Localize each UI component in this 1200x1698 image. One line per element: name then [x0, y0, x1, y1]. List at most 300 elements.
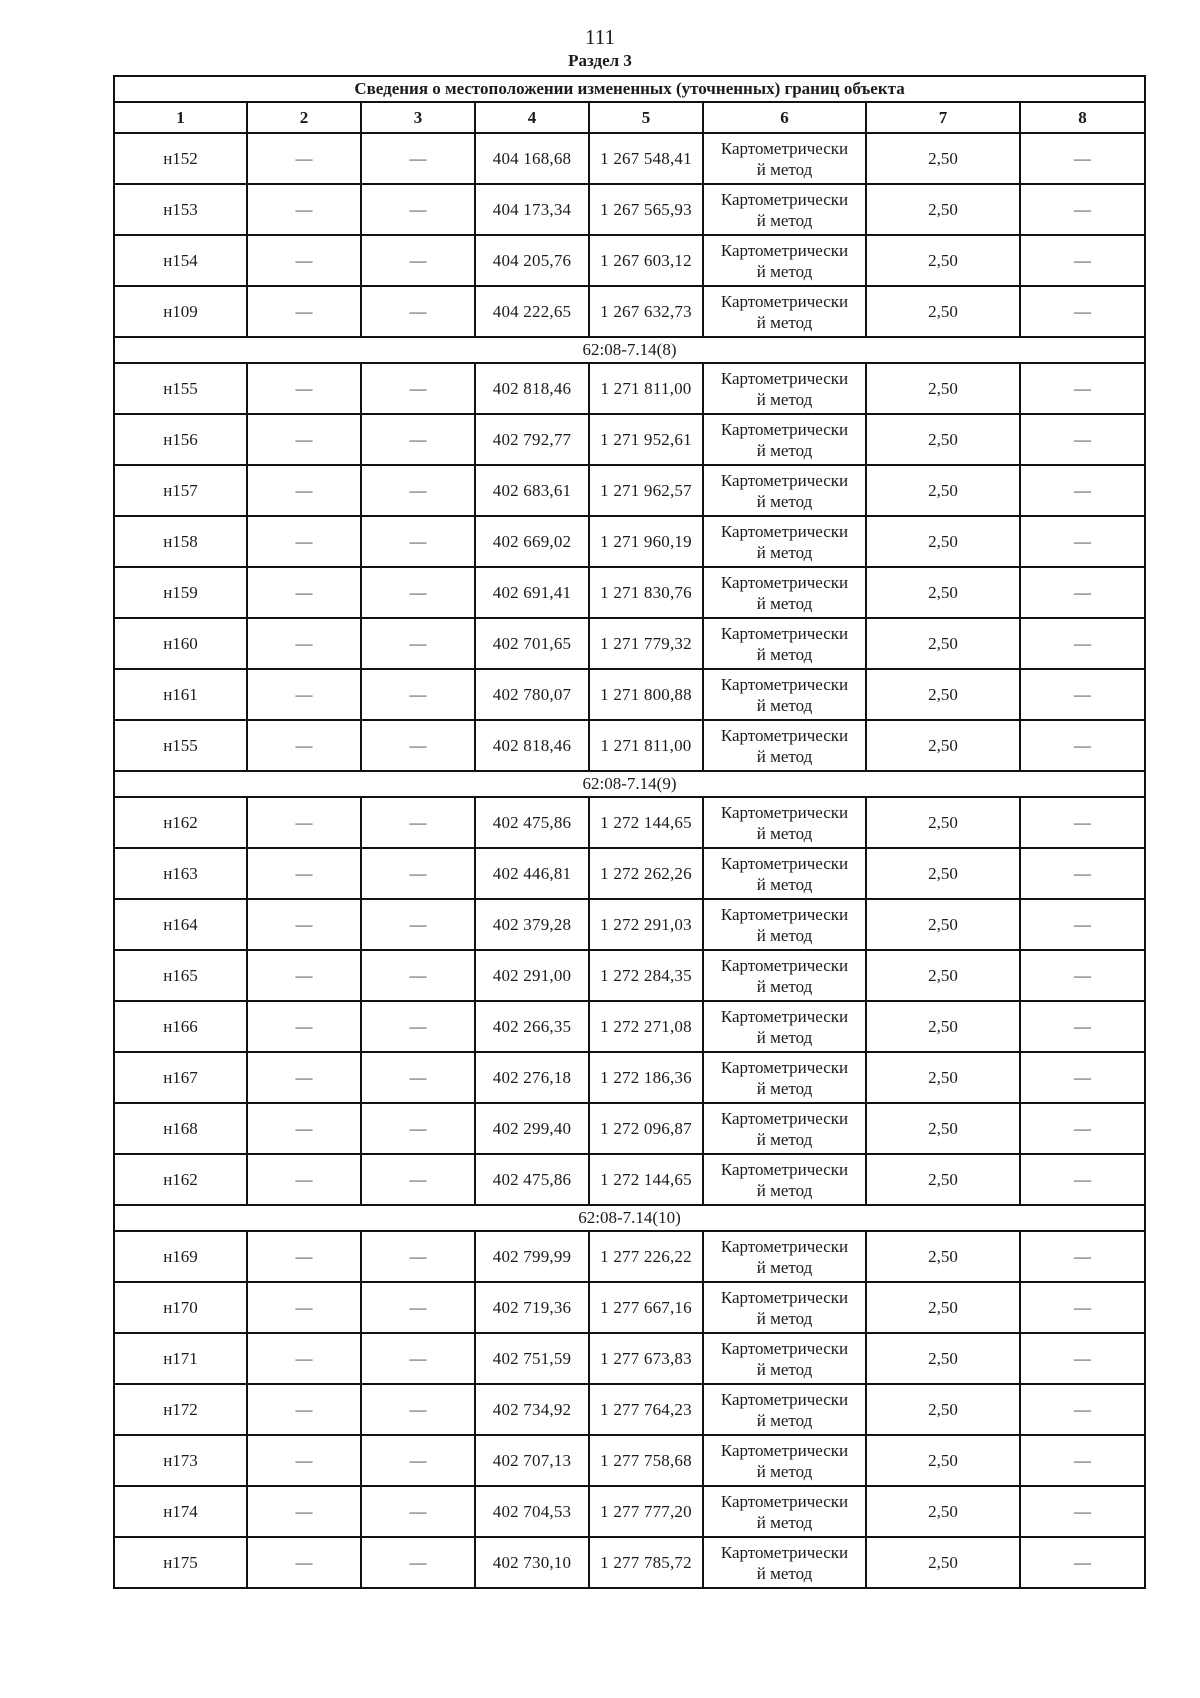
table-row — [114, 1001, 1145, 1052]
method-line-1: Картометрически — [720, 470, 849, 490]
cell-x: 402 475,86 — [475, 1154, 589, 1205]
cell-dash: — — [247, 1231, 361, 1282]
cell-y: 1 271 800,88 — [589, 669, 703, 720]
cell-dash: — — [361, 133, 475, 184]
method-line-2: й метод — [756, 823, 813, 843]
cell-dash: — — [361, 1231, 475, 1282]
cell-precision: 2,50 — [866, 1001, 1020, 1052]
cell-y: 1 271 952,61 — [589, 414, 703, 465]
method-line-1: Картометрически — [720, 572, 849, 592]
cell-y: 1 272 284,35 — [589, 950, 703, 1001]
method-line-2: й метод — [756, 440, 813, 460]
cell-point-name: н163 — [114, 848, 247, 899]
cell-precision: 2,50 — [866, 1231, 1020, 1282]
boundaries-table — [113, 75, 1146, 1589]
method-line-2: й метод — [756, 874, 813, 894]
table-row — [114, 1333, 1145, 1384]
cell-dash: — — [247, 1537, 361, 1588]
cell-x: 402 691,41 — [475, 567, 589, 618]
cell-dash: — — [361, 235, 475, 286]
cell-method — [703, 1231, 866, 1282]
cell-dash: — — [361, 465, 475, 516]
cell-dash: — — [361, 797, 475, 848]
table-row — [114, 1537, 1145, 1588]
method-line-2: й метод — [756, 1078, 813, 1098]
cell-method — [703, 950, 866, 1001]
cell-y: 1 272 144,65 — [589, 797, 703, 848]
column-number-cell: 1 — [114, 102, 247, 133]
cell-y: 1 277 226,22 — [589, 1231, 703, 1282]
table-row — [114, 950, 1145, 1001]
section-label: 62:08-7.14(8) — [114, 337, 1145, 363]
cell-x: 402 299,40 — [475, 1103, 589, 1154]
cell-x: 402 704,53 — [475, 1486, 589, 1537]
table-title-row — [114, 76, 1145, 102]
table-title: Сведения о местоположении измененных (уточненных) границ объекта — [114, 76, 1145, 102]
table-row — [114, 848, 1145, 899]
cell-dash: — — [247, 618, 361, 669]
cell-dash: — — [361, 848, 475, 899]
cell-dash: — — [247, 235, 361, 286]
cell-point-name: н171 — [114, 1333, 247, 1384]
cell-method — [703, 848, 866, 899]
cell-x: 402 291,00 — [475, 950, 589, 1001]
cell-dash: — — [1020, 1103, 1145, 1154]
cell-precision: 2,50 — [866, 1282, 1020, 1333]
cell-point-name: н157 — [114, 465, 247, 516]
cell-x: 402 701,65 — [475, 618, 589, 669]
cell-dash: — — [361, 1154, 475, 1205]
cell-x: 402 669,02 — [475, 516, 589, 567]
cell-y: 1 271 811,00 — [589, 363, 703, 414]
cell-precision: 2,50 — [866, 1333, 1020, 1384]
method-line-1: Картометрически — [720, 368, 849, 388]
cell-dash: — — [247, 797, 361, 848]
method-line-2: й метод — [756, 1461, 813, 1481]
cell-point-name: н161 — [114, 669, 247, 720]
method-line-1: Картометрически — [720, 1236, 849, 1256]
cell-y: 1 267 548,41 — [589, 133, 703, 184]
section-row — [114, 1205, 1145, 1231]
cell-dash: — — [247, 1384, 361, 1435]
cell-y: 1 271 779,32 — [589, 618, 703, 669]
table-row — [114, 567, 1145, 618]
table-row — [114, 669, 1145, 720]
cell-dash: — — [1020, 848, 1145, 899]
cell-dash: — — [361, 286, 475, 337]
method-line-2: й метод — [756, 1129, 813, 1149]
cell-dash: — — [1020, 720, 1145, 771]
cell-point-name: н155 — [114, 363, 247, 414]
cell-x: 402 730,10 — [475, 1537, 589, 1588]
cell-precision: 2,50 — [866, 950, 1020, 1001]
cell-dash: — — [1020, 184, 1145, 235]
cell-precision: 2,50 — [866, 363, 1020, 414]
cell-method — [703, 1001, 866, 1052]
cell-precision: 2,50 — [866, 1052, 1020, 1103]
cell-method — [703, 1154, 866, 1205]
cell-point-name: н169 — [114, 1231, 247, 1282]
method-line-2: й метод — [756, 695, 813, 715]
cell-point-name: н162 — [114, 797, 247, 848]
table-row — [114, 414, 1145, 465]
cell-precision: 2,50 — [866, 848, 1020, 899]
cell-point-name: н170 — [114, 1282, 247, 1333]
column-number-cell: 3 — [361, 102, 475, 133]
method-line-2: й метод — [756, 1308, 813, 1328]
table-row — [114, 465, 1145, 516]
method-line-2: й метод — [756, 746, 813, 766]
cell-dash: — — [247, 184, 361, 235]
cell-y: 1 277 785,72 — [589, 1537, 703, 1588]
cell-method — [703, 414, 866, 465]
method-line-2: й метод — [756, 1257, 813, 1277]
cell-dash: — — [1020, 363, 1145, 414]
cell-method — [703, 1333, 866, 1384]
method-line-1: Картометрически — [720, 1491, 849, 1511]
section-row — [114, 771, 1145, 797]
cell-y: 1 272 291,03 — [589, 899, 703, 950]
cell-precision: 2,50 — [866, 133, 1020, 184]
cell-dash: — — [1020, 1435, 1145, 1486]
cell-method — [703, 1103, 866, 1154]
cell-dash: — — [361, 618, 475, 669]
cell-dash: — — [1020, 669, 1145, 720]
cell-dash: — — [361, 1486, 475, 1537]
method-line-2: й метод — [756, 644, 813, 664]
method-line-1: Картометрически — [720, 521, 849, 541]
cell-dash: — — [361, 1435, 475, 1486]
column-number-row — [114, 102, 1145, 133]
cell-y: 1 277 777,20 — [589, 1486, 703, 1537]
cell-dash: — — [361, 414, 475, 465]
table-row — [114, 286, 1145, 337]
cell-dash: — — [1020, 516, 1145, 567]
cell-dash: — — [361, 516, 475, 567]
table-row — [114, 184, 1145, 235]
cell-dash: — — [247, 363, 361, 414]
cell-dash: — — [1020, 1052, 1145, 1103]
method-line-1: Картометрически — [720, 1287, 849, 1307]
cell-x: 402 818,46 — [475, 363, 589, 414]
cell-dash: — — [1020, 567, 1145, 618]
cell-dash: — — [1020, 465, 1145, 516]
cell-x: 404 168,68 — [475, 133, 589, 184]
cell-dash: — — [247, 286, 361, 337]
method-line-2: й метод — [756, 976, 813, 996]
table-row — [114, 1282, 1145, 1333]
cell-precision: 2,50 — [866, 286, 1020, 337]
cell-point-name: н162 — [114, 1154, 247, 1205]
cell-y: 1 271 962,57 — [589, 465, 703, 516]
cell-dash: — — [361, 720, 475, 771]
cell-dash: — — [1020, 899, 1145, 950]
method-line-1: Картометрически — [720, 674, 849, 694]
cell-dash: — — [247, 1154, 361, 1205]
method-line-2: й метод — [756, 1563, 813, 1583]
cell-dash: — — [1020, 1001, 1145, 1052]
cell-precision: 2,50 — [866, 797, 1020, 848]
cell-dash: — — [361, 1001, 475, 1052]
cell-method — [703, 184, 866, 235]
method-line-1: Картометрически — [720, 623, 849, 643]
table-row — [114, 133, 1145, 184]
method-line-1: Картометрически — [720, 138, 849, 158]
method-line-1: Картометрически — [720, 419, 849, 439]
column-number-cell: 5 — [589, 102, 703, 133]
column-number-cell: 2 — [247, 102, 361, 133]
cell-point-name: н152 — [114, 133, 247, 184]
cell-y: 1 277 758,68 — [589, 1435, 703, 1486]
cell-precision: 2,50 — [866, 1537, 1020, 1588]
cell-dash: — — [361, 950, 475, 1001]
section-heading: Раздел 3 — [568, 51, 632, 70]
table-row — [114, 1435, 1145, 1486]
cell-method — [703, 465, 866, 516]
cell-precision: 2,50 — [866, 1103, 1020, 1154]
cell-x: 402 792,77 — [475, 414, 589, 465]
cell-y: 1 272 271,08 — [589, 1001, 703, 1052]
cell-x: 402 379,28 — [475, 899, 589, 950]
column-number-cell: 4 — [475, 102, 589, 133]
table-row — [114, 720, 1145, 771]
cell-precision: 2,50 — [866, 1435, 1020, 1486]
cell-y: 1 267 565,93 — [589, 184, 703, 235]
cell-point-name: н175 — [114, 1537, 247, 1588]
cell-x: 402 780,07 — [475, 669, 589, 720]
cell-method — [703, 567, 866, 618]
cell-method — [703, 1282, 866, 1333]
cell-method — [703, 1052, 866, 1103]
cell-dash: — — [361, 363, 475, 414]
cell-x: 402 799,99 — [475, 1231, 589, 1282]
table-row — [114, 1231, 1145, 1282]
cell-point-name: н159 — [114, 567, 247, 618]
cell-y: 1 272 186,36 — [589, 1052, 703, 1103]
cell-precision: 2,50 — [866, 720, 1020, 771]
column-number-cell: 6 — [703, 102, 866, 133]
method-line-2: й метод — [756, 1410, 813, 1430]
cell-y: 1 277 673,83 — [589, 1333, 703, 1384]
cell-x: 402 276,18 — [475, 1052, 589, 1103]
method-line-1: Картометрически — [720, 802, 849, 822]
cell-dash: — — [361, 899, 475, 950]
cell-x: 402 475,86 — [475, 797, 589, 848]
method-line-2: й метод — [756, 159, 813, 179]
cell-x: 402 683,61 — [475, 465, 589, 516]
cell-point-name: н154 — [114, 235, 247, 286]
cell-x: 404 173,34 — [475, 184, 589, 235]
cell-dash: — — [247, 1333, 361, 1384]
section-row — [114, 337, 1145, 363]
cell-dash: — — [1020, 286, 1145, 337]
cell-y: 1 272 262,26 — [589, 848, 703, 899]
cell-dash: — — [247, 133, 361, 184]
cell-y: 1 271 960,19 — [589, 516, 703, 567]
cell-dash: — — [361, 567, 475, 618]
cell-point-name: н172 — [114, 1384, 247, 1435]
method-line-2: й метод — [756, 1180, 813, 1200]
cell-dash: — — [1020, 1282, 1145, 1333]
cell-point-name: н174 — [114, 1486, 247, 1537]
method-line-1: Картометрически — [720, 725, 849, 745]
cell-y: 1 272 096,87 — [589, 1103, 703, 1154]
cell-dash: — — [361, 1282, 475, 1333]
cell-x: 402 446,81 — [475, 848, 589, 899]
cell-point-name: н156 — [114, 414, 247, 465]
cell-point-name: н166 — [114, 1001, 247, 1052]
method-line-2: й метод — [756, 491, 813, 511]
cell-dash: — — [247, 669, 361, 720]
cell-dash: — — [1020, 1384, 1145, 1435]
method-line-1: Картометрически — [720, 853, 849, 873]
method-line-1: Картометрически — [720, 1389, 849, 1409]
cell-y: 1 267 603,12 — [589, 235, 703, 286]
cell-method — [703, 235, 866, 286]
cell-method — [703, 286, 866, 337]
cell-dash: — — [1020, 1333, 1145, 1384]
cell-y: 1 271 830,76 — [589, 567, 703, 618]
cell-method — [703, 1384, 866, 1435]
cell-precision: 2,50 — [866, 184, 1020, 235]
method-line-1: Картометрически — [720, 1440, 849, 1460]
method-line-2: й метод — [756, 1359, 813, 1379]
method-line-1: Картометрически — [720, 904, 849, 924]
cell-dash: — — [1020, 618, 1145, 669]
cell-precision: 2,50 — [866, 899, 1020, 950]
cell-x: 402 719,36 — [475, 1282, 589, 1333]
cell-precision: 2,50 — [866, 669, 1020, 720]
cell-dash: — — [1020, 1537, 1145, 1588]
cell-point-name: н173 — [114, 1435, 247, 1486]
cell-y: 1 277 667,16 — [589, 1282, 703, 1333]
section-label: 62:08-7.14(10) — [114, 1205, 1145, 1231]
method-line-2: й метод — [756, 1027, 813, 1047]
cell-dash: — — [361, 1052, 475, 1103]
cell-dash: — — [247, 848, 361, 899]
cell-dash: — — [1020, 133, 1145, 184]
cell-x: 402 818,46 — [475, 720, 589, 771]
method-line-1: Картометрически — [720, 189, 849, 209]
cell-dash: — — [247, 1001, 361, 1052]
table-row — [114, 899, 1145, 950]
cell-dash: — — [361, 1537, 475, 1588]
cell-dash: — — [1020, 1231, 1145, 1282]
cell-method — [703, 133, 866, 184]
table-row — [114, 235, 1145, 286]
cell-method — [703, 720, 866, 771]
cell-dash: — — [247, 465, 361, 516]
method-line-2: й метод — [756, 261, 813, 281]
cell-x: 404 205,76 — [475, 235, 589, 286]
cell-method — [703, 1435, 866, 1486]
method-line-2: й метод — [756, 389, 813, 409]
cell-point-name: н165 — [114, 950, 247, 1001]
cell-x: 402 751,59 — [475, 1333, 589, 1384]
cell-dash: — — [1020, 1154, 1145, 1205]
cell-method — [703, 618, 866, 669]
cell-x: 402 707,13 — [475, 1435, 589, 1486]
cell-dash: — — [1020, 797, 1145, 848]
cell-dash: — — [1020, 414, 1145, 465]
cell-dash: — — [247, 567, 361, 618]
cell-x: 402 266,35 — [475, 1001, 589, 1052]
table-row — [114, 1486, 1145, 1537]
method-line-1: Картометрически — [720, 240, 849, 260]
cell-x: 402 734,92 — [475, 1384, 589, 1435]
cell-dash: — — [247, 516, 361, 567]
cell-precision: 2,50 — [866, 414, 1020, 465]
cell-point-name: н109 — [114, 286, 247, 337]
cell-dash: — — [1020, 950, 1145, 1001]
cell-precision: 2,50 — [866, 618, 1020, 669]
column-number-cell: 7 — [866, 102, 1020, 133]
cell-method — [703, 516, 866, 567]
method-line-1: Картометрически — [720, 1542, 849, 1562]
cell-method — [703, 1537, 866, 1588]
cell-point-name: н168 — [114, 1103, 247, 1154]
cell-dash: — — [247, 414, 361, 465]
cell-dash: — — [247, 950, 361, 1001]
cell-precision: 2,50 — [866, 1486, 1020, 1537]
method-line-1: Картометрически — [720, 1057, 849, 1077]
cell-precision: 2,50 — [866, 1154, 1020, 1205]
method-line-1: Картометрически — [720, 1108, 849, 1128]
cell-dash: — — [361, 1103, 475, 1154]
method-line-1: Картометрически — [720, 1006, 849, 1026]
cell-point-name: н160 — [114, 618, 247, 669]
cell-y: 1 272 144,65 — [589, 1154, 703, 1205]
method-line-1: Картометрически — [720, 1159, 849, 1179]
cell-dash: — — [361, 1384, 475, 1435]
method-line-2: й метод — [756, 925, 813, 945]
cell-dash: — — [247, 1486, 361, 1537]
cell-dash: — — [361, 669, 475, 720]
cell-precision: 2,50 — [866, 567, 1020, 618]
cell-precision: 2,50 — [866, 465, 1020, 516]
cell-precision: 2,50 — [866, 516, 1020, 567]
method-line-2: й метод — [756, 593, 813, 613]
cell-point-name: н155 — [114, 720, 247, 771]
section-label: 62:08-7.14(9) — [114, 771, 1145, 797]
cell-point-name: н164 — [114, 899, 247, 950]
cell-precision: 2,50 — [866, 235, 1020, 286]
cell-dash: — — [247, 1052, 361, 1103]
method-line-2: й метод — [756, 312, 813, 332]
cell-dash: — — [247, 1103, 361, 1154]
cell-y: 1 277 764,23 — [589, 1384, 703, 1435]
table-row — [114, 797, 1145, 848]
method-line-1: Картометрически — [720, 1338, 849, 1358]
table-row — [114, 1052, 1145, 1103]
method-line-1: Картометрически — [720, 955, 849, 975]
method-line-1: Картометрически — [720, 291, 849, 311]
cell-method — [703, 797, 866, 848]
cell-method — [703, 899, 866, 950]
table-row — [114, 1154, 1145, 1205]
cell-point-name: н153 — [114, 184, 247, 235]
cell-method — [703, 669, 866, 720]
table-row — [114, 1103, 1145, 1154]
table-row — [114, 363, 1145, 414]
cell-method — [703, 363, 866, 414]
cell-dash: — — [361, 184, 475, 235]
table-row — [114, 1384, 1145, 1435]
cell-dash: — — [361, 1333, 475, 1384]
cell-dash: — — [247, 720, 361, 771]
method-line-2: й метод — [756, 210, 813, 230]
column-number-cell: 8 — [1020, 102, 1145, 133]
